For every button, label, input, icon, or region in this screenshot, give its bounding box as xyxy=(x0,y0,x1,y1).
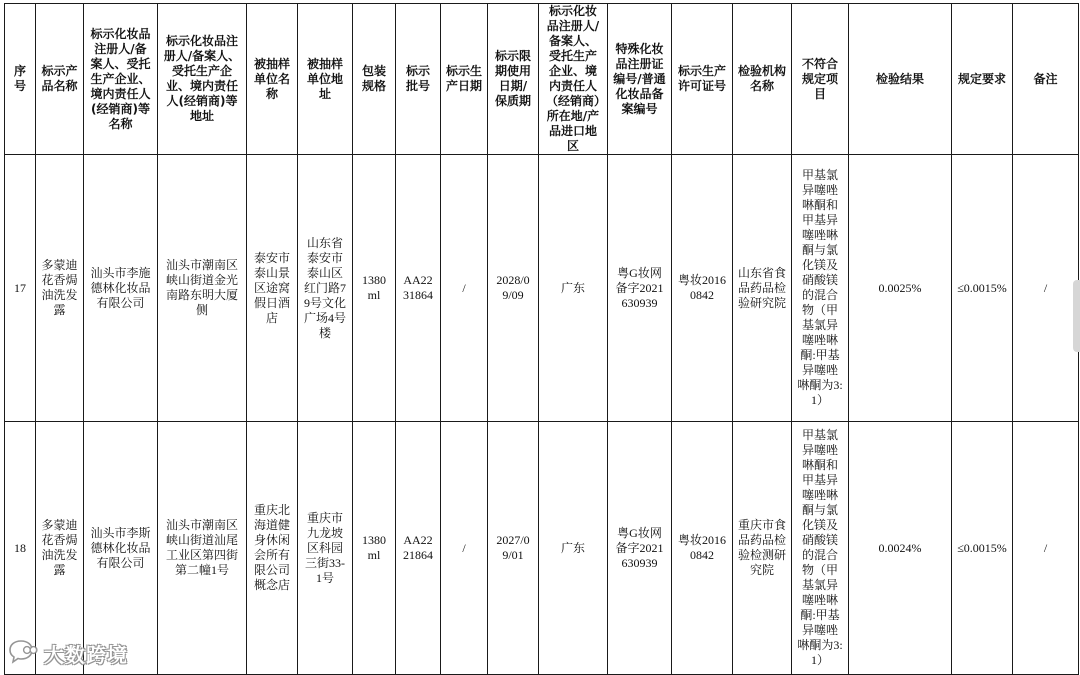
cell-registration-number: 粤G妆网备字2021630939 xyxy=(608,155,672,422)
cell-sampled-unit-name: 泰安市泰山景区途窝假日酒店 xyxy=(247,155,298,422)
cell-nonconforming-item: 甲基氯异噻唑啉酮和甲基异噻唑啉酮与氯化镁及硝酸镁的混合物（甲基氯异噻唑啉酮:甲基异噻唑啉酮为3:1） xyxy=(792,155,849,422)
header-remarks: 备注 xyxy=(1013,4,1079,155)
cell-package-spec: 1380ml xyxy=(353,155,396,422)
cell-sampled-unit-address: 山东省泰安市泰山区红门路79号文化广场4号楼 xyxy=(298,155,353,422)
header-registrant-name: 标示化妆品注册人/备案人、受托生产企业、境内责任人(经销商)等名称 xyxy=(84,4,158,155)
cell-expiry-date: 2028/09/09 xyxy=(488,155,539,422)
cell-production-date: / xyxy=(441,155,488,422)
header-sampled-unit-name: 被抽样单位名称 xyxy=(247,4,298,155)
cell-registration-number: 粤G妆网备字2021630939 xyxy=(608,422,672,675)
cell-product-name: 多蒙迪花香焗油洗发露 xyxy=(36,422,84,675)
cell-requirement: ≤0.0015% xyxy=(952,155,1013,422)
cell-sampled-unit-name: 重庆北海道健身休闲会所有限公司概念店 xyxy=(247,422,298,675)
header-registration-number: 特殊化妆品注册证编号/普通化妆品备案编号 xyxy=(608,4,672,155)
cell-batch-number: AA2231864 xyxy=(396,155,441,422)
cell-batch-number: AA2221864 xyxy=(396,422,441,675)
cell-registrant-address: 汕头市潮南区峡山街道金光南路东明大厦侧 xyxy=(158,155,247,422)
cell-test-result: 0.0024% xyxy=(849,422,952,675)
cell-nonconforming-item: 甲基氯异噻唑啉酮和甲基异噻唑啉酮与氯化镁及硝酸镁的混合物（甲基氯异噻唑啉酮:甲基异噻唑啉酮为3:1） xyxy=(792,422,849,675)
cell-expiry-date: 2027/09/01 xyxy=(488,422,539,675)
cell-registrant-region: 广东 xyxy=(539,422,608,675)
cell-requirement: ≤0.0015% xyxy=(952,422,1013,675)
watermark-text: 大数跨境 xyxy=(44,642,128,667)
cell-production-date: / xyxy=(441,422,488,675)
table-row xyxy=(5,422,1079,675)
header-production-license: 标示生产许可证号 xyxy=(672,4,733,155)
cell-registrant-region: 广东 xyxy=(539,155,608,422)
cell-test-result: 0.0025% xyxy=(849,155,952,422)
header-requirement: 规定要求 xyxy=(952,4,1013,155)
header-package-spec: 包装规格 xyxy=(353,4,396,155)
header-expiry-date: 标示限期使用日期/保质期 xyxy=(488,4,539,155)
cell-remarks: / xyxy=(1013,155,1079,422)
cell-production-license: 粤妆20160842 xyxy=(672,422,733,675)
edge-side-tab[interactable] xyxy=(1073,280,1080,352)
header-production-date: 标示生产日期 xyxy=(441,4,488,155)
table-row xyxy=(5,155,1079,422)
cell-registrant-name: 汕头市李斯德林化妆品有限公司 xyxy=(84,422,158,675)
cell-package-spec: 1380ml xyxy=(353,422,396,675)
header-test-result: 检验结果 xyxy=(849,4,952,155)
cell-serial-number: 17 xyxy=(5,155,36,422)
inspection-results-table xyxy=(4,3,1079,675)
cell-sampled-unit-address: 重庆市九龙坡区科园三街33-1号 xyxy=(298,422,353,675)
cell-registrant-name: 汕头市李施德林化妆品有限公司 xyxy=(84,155,158,422)
header-registrant-address: 标示化妆品注册人/备案人、受托生产企业、境内责任人(经销商)等地址 xyxy=(158,4,247,155)
cell-testing-institution: 山东省食品药品检验研究院 xyxy=(733,155,792,422)
cell-registrant-address: 汕头市潮南区峡山街道汕尾工业区第四街第二幢1号 xyxy=(158,422,247,675)
header-registrant-region: 标示化妆品注册人/备案人、受托生产企业、境内责任人（经销商）所在地/产品进口地区 xyxy=(539,4,608,155)
header-serial-number: 序号 xyxy=(5,4,36,155)
cell-product-name: 多蒙迪花香焗油洗发露 xyxy=(36,155,84,422)
cell-remarks: / xyxy=(1013,422,1079,675)
header-product-name: 标示产品名称 xyxy=(36,4,84,155)
header-sampled-unit-address: 被抽样单位地址 xyxy=(298,4,353,155)
cell-production-license: 粤妆20160842 xyxy=(672,155,733,422)
header-row xyxy=(5,4,1079,155)
header-batch-number: 标示批号 xyxy=(396,4,441,155)
cell-testing-institution: 重庆市食品药品检验检测研究院 xyxy=(733,422,792,675)
header-testing-institution: 检验机构名称 xyxy=(733,4,792,155)
cell-serial-number: 18 xyxy=(5,422,36,675)
header-nonconforming-item: 不符合规定项目 xyxy=(792,4,849,155)
